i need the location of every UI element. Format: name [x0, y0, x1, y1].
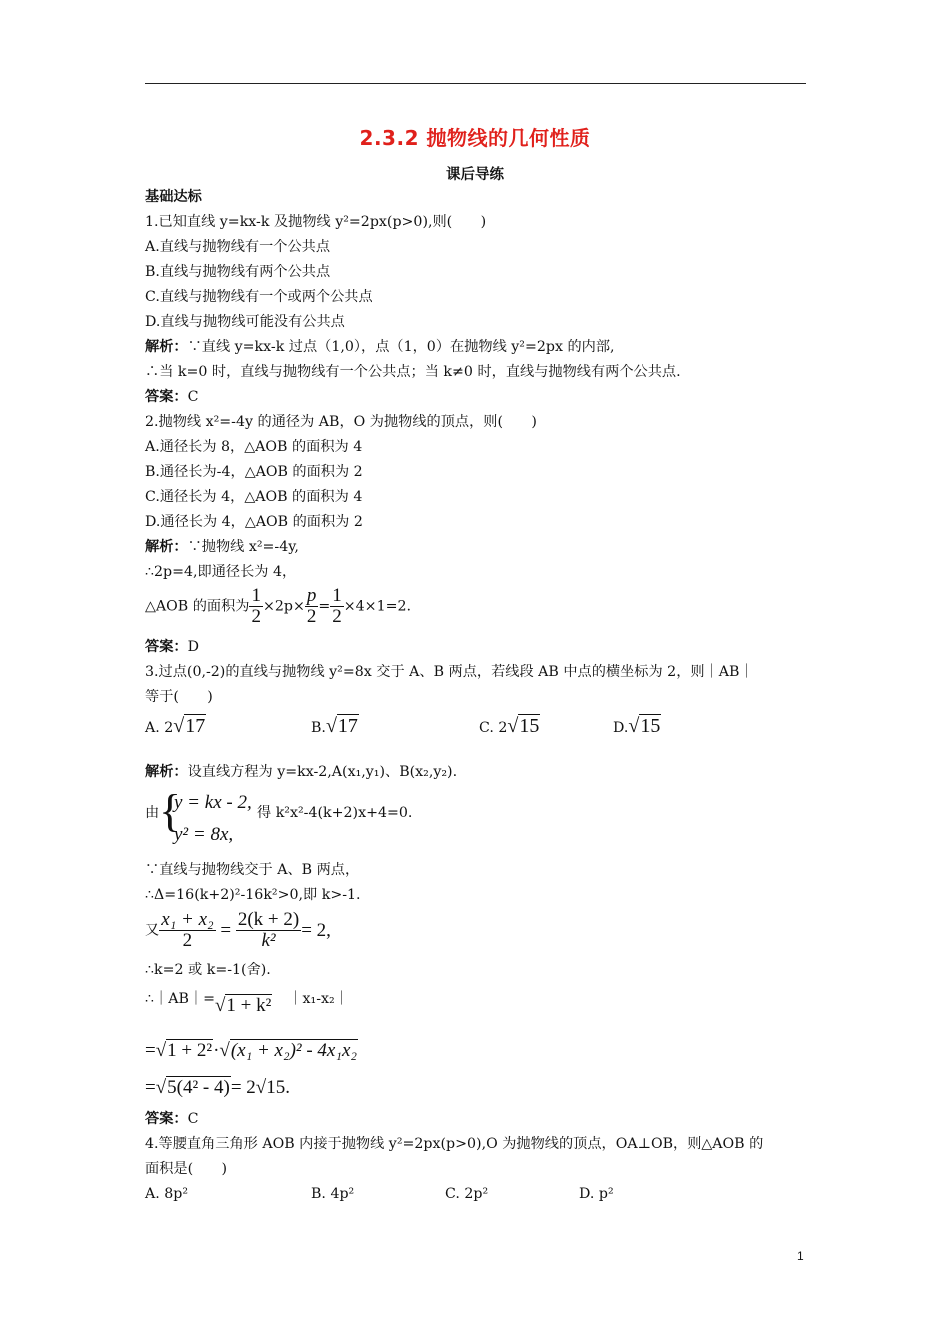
- sqrt-icon: √(x₁ + x₂)² - 4x₁x₂: [219, 1040, 357, 1061]
- radicand: 15: [640, 715, 661, 737]
- q2-area-prefix: △AOB 的面积为: [145, 598, 250, 615]
- q2-frac-half-2: [330, 586, 344, 627]
- q4-option-b: B. 4p²: [311, 1186, 355, 1202]
- radicand: 1 + k²: [226, 995, 272, 1016]
- q3-system-eq2: y² = 8x,: [174, 824, 234, 845]
- q3-option-c: [479, 716, 540, 736]
- q1-analysis-text: ∵直线 y=kx-k 过点（1,0），点（1，0）在抛物线 y²=2px 的内部,: [187, 339, 615, 355]
- q1-option-b: B.直线与抛物线有两个公共点: [145, 264, 331, 280]
- section-heading: 基础达标: [145, 189, 202, 205]
- q3-ab-prefix: ∴｜AB｜=: [145, 991, 215, 1007]
- q4-stem-2: 面积是( ): [145, 1161, 228, 1177]
- q3-option-a: [145, 716, 206, 736]
- q3-stem-1: 3.过点(0,-2)的直线与抛物线 y²=8x 交于 A、B 两点，若线段 AB 中点的横坐标为 2，则｜AB｜: [145, 664, 754, 680]
- q3-step-2: =√5(4² - 4)= 2√15.: [145, 1077, 290, 1098]
- q3-mid-frac1: [159, 910, 215, 951]
- q3-mid-tail: = 2,: [301, 919, 331, 941]
- frac-numerator: x₁ + x₂: [161, 909, 214, 930]
- q2-answer-label: 答案：: [145, 639, 188, 655]
- sqrt-icon: √1 + 2²: [155, 1040, 213, 1061]
- frac-numerator: p: [306, 585, 317, 606]
- sqrt-icon: √17: [173, 715, 206, 737]
- q2-option-d: D.通径长为 4，△AOB 的面积为 2: [145, 514, 363, 530]
- q3-system-result: 得 k²x²-4(k+2)x+4=0.: [257, 805, 413, 821]
- q3-ab-tail: ｜x₁-x₂｜: [288, 991, 349, 1007]
- q3-answer-label: 答案：: [145, 1111, 188, 1127]
- q1-option-c: C.直线与抛物线有一个或两个公共点: [145, 289, 373, 305]
- q3-analysis-text: 设直线方程为 y=kx-2,A(x₁,y₁)、B(x₂,y₂).: [187, 764, 458, 780]
- frac-denominator: k²: [261, 929, 276, 951]
- q2-stem: 2.抛物线 x²=-4y 的通径为 AB，O 为抛物线的顶点，则( ): [145, 414, 537, 430]
- q3-option-d: [613, 716, 661, 736]
- option-label: B.: [311, 720, 326, 736]
- q2-answer-value: D: [187, 639, 199, 655]
- q2-analysis-2: ∴2p=4,即通径长为 4，: [145, 564, 297, 580]
- q3-step2-tail: = 2√15.: [230, 1077, 290, 1098]
- sqrt-icon: √17: [325, 715, 358, 737]
- page-title: 2.3.2 抛物线的几何性质: [359, 126, 591, 150]
- q2-area-eq: =: [318, 598, 331, 615]
- frac-denominator: 2: [182, 929, 193, 951]
- q3-analysis-label: 解析：: [145, 764, 188, 780]
- q1-answer-label: 答案：: [145, 389, 188, 405]
- q1-answer-value: C: [187, 389, 199, 405]
- option-label: A. 2: [145, 720, 174, 736]
- frac-numerator: 1: [332, 585, 342, 606]
- q4-option-c: C. 2p²: [445, 1186, 489, 1202]
- q3-mid-frac2: [236, 910, 301, 951]
- q2-analysis-text: ∵抛物线 x²=-4y,: [187, 539, 299, 555]
- radicand: 17: [185, 715, 206, 737]
- frac-denominator: 2: [251, 605, 261, 627]
- q3-step-1: =√1 + 2²·√(x₁ + x₂)² - 4x₁x₂: [145, 1040, 357, 1061]
- page-subtitle: 课后导练: [446, 167, 504, 183]
- q2-area-tail: ×4×1=2.: [343, 598, 412, 615]
- q1-answer: [145, 390, 198, 404]
- q2-analysis-label: 解析：: [145, 539, 188, 555]
- frac-numerator: 1: [251, 585, 261, 606]
- radicand: (x₁ + x₂)² - 4x₁x₂: [230, 1040, 357, 1061]
- sqrt-icon: √5(4² - 4): [155, 1077, 230, 1098]
- frac-denominator: 2: [332, 605, 342, 627]
- q3-system-prefix: 由: [145, 805, 160, 821]
- q3-mid-prefix: 又: [145, 922, 160, 939]
- q3-answer-value: C: [187, 1111, 199, 1127]
- q1-analysis-2: ∴当 k=0 时，直线与抛物线有一个公共点；当 k≠0 时，直线与抛物线有两个公共点.: [145, 364, 681, 380]
- q3-line-c: ∴k=2 或 k=-1(舍).: [145, 962, 271, 978]
- q4-stem-1: 4.等腰直角三角形 AOB 内接于抛物线 y²=2px(p>0),O 为抛物线的顶点，OA⊥OB，则△AOB 的: [145, 1136, 764, 1152]
- q4-option-d: D. p²: [579, 1186, 614, 1202]
- sqrt-icon: √15: [507, 715, 540, 737]
- q3-ab-formula: [145, 988, 349, 1016]
- q3-option-b: [311, 716, 359, 736]
- q2-analysis-1: [145, 540, 299, 554]
- multiply-dot: ·: [213, 1040, 220, 1061]
- q2-area-formula: [145, 586, 411, 627]
- q3-answer: [145, 1112, 198, 1126]
- page-number: 1: [797, 1249, 804, 1263]
- radicand: 5(4² - 4): [167, 1077, 230, 1098]
- option-label: D.: [613, 720, 629, 736]
- q1-analysis-1: [145, 340, 615, 354]
- q2-option-c: C.通径长为 4，△AOB 的面积为 4: [145, 489, 363, 505]
- option-label: C. 2: [479, 720, 508, 736]
- q2-answer: [145, 640, 199, 654]
- sqrt-icon: √15: [628, 715, 661, 737]
- left-brace-icon: {: [159, 785, 182, 836]
- q3-midpoint: 又 $\frac{\text{x₁ + x₂}}{2}$ = $\frac{2(k + 2)}{\text{k²}}$ = 2,: [145, 909, 331, 951]
- q3-analysis-1: [145, 765, 457, 779]
- q2-option-a: A.通径长为 8，△AOB 的面积为 4: [145, 439, 363, 455]
- q2-area-mid: ×2p×: [262, 598, 305, 615]
- radicand: 1 + 2²: [167, 1040, 213, 1061]
- header-rule: [145, 83, 806, 84]
- frac-denominator: 2: [306, 605, 317, 627]
- radicand: 17: [337, 715, 358, 737]
- q4-option-a: A. 8p²: [145, 1186, 189, 1202]
- frac-numerator: 2(k + 2): [237, 909, 300, 930]
- q1-option-a: A.直线与抛物线有一个公共点: [145, 239, 331, 255]
- q1-stem: 1.已知直线 y=kx-k 及抛物线 y²=2px(p>0),则( ): [145, 214, 487, 230]
- q2-frac-p: [305, 586, 319, 627]
- q3-line-b: ∴Δ=16(k+2)²-16k²>0,即 k>-1.: [145, 887, 361, 903]
- radicand: 15: [519, 715, 540, 737]
- sqrt-icon: √1 + k²: [214, 995, 272, 1016]
- q3-stem-2: 等于( ): [145, 689, 213, 705]
- q1-option-d: D.直线与抛物线可能没有公共点: [145, 314, 345, 330]
- q2-frac-half: [249, 586, 263, 627]
- q3-system-eq1: y = kx - 2,: [174, 792, 252, 813]
- q3-line-a: ∵直线与抛物线交于 A、B 两点，: [145, 862, 360, 878]
- q2-option-b: B.通径长为-4，△AOB 的面积为 2: [145, 464, 363, 480]
- q1-analysis-label: 解析：: [145, 339, 188, 355]
